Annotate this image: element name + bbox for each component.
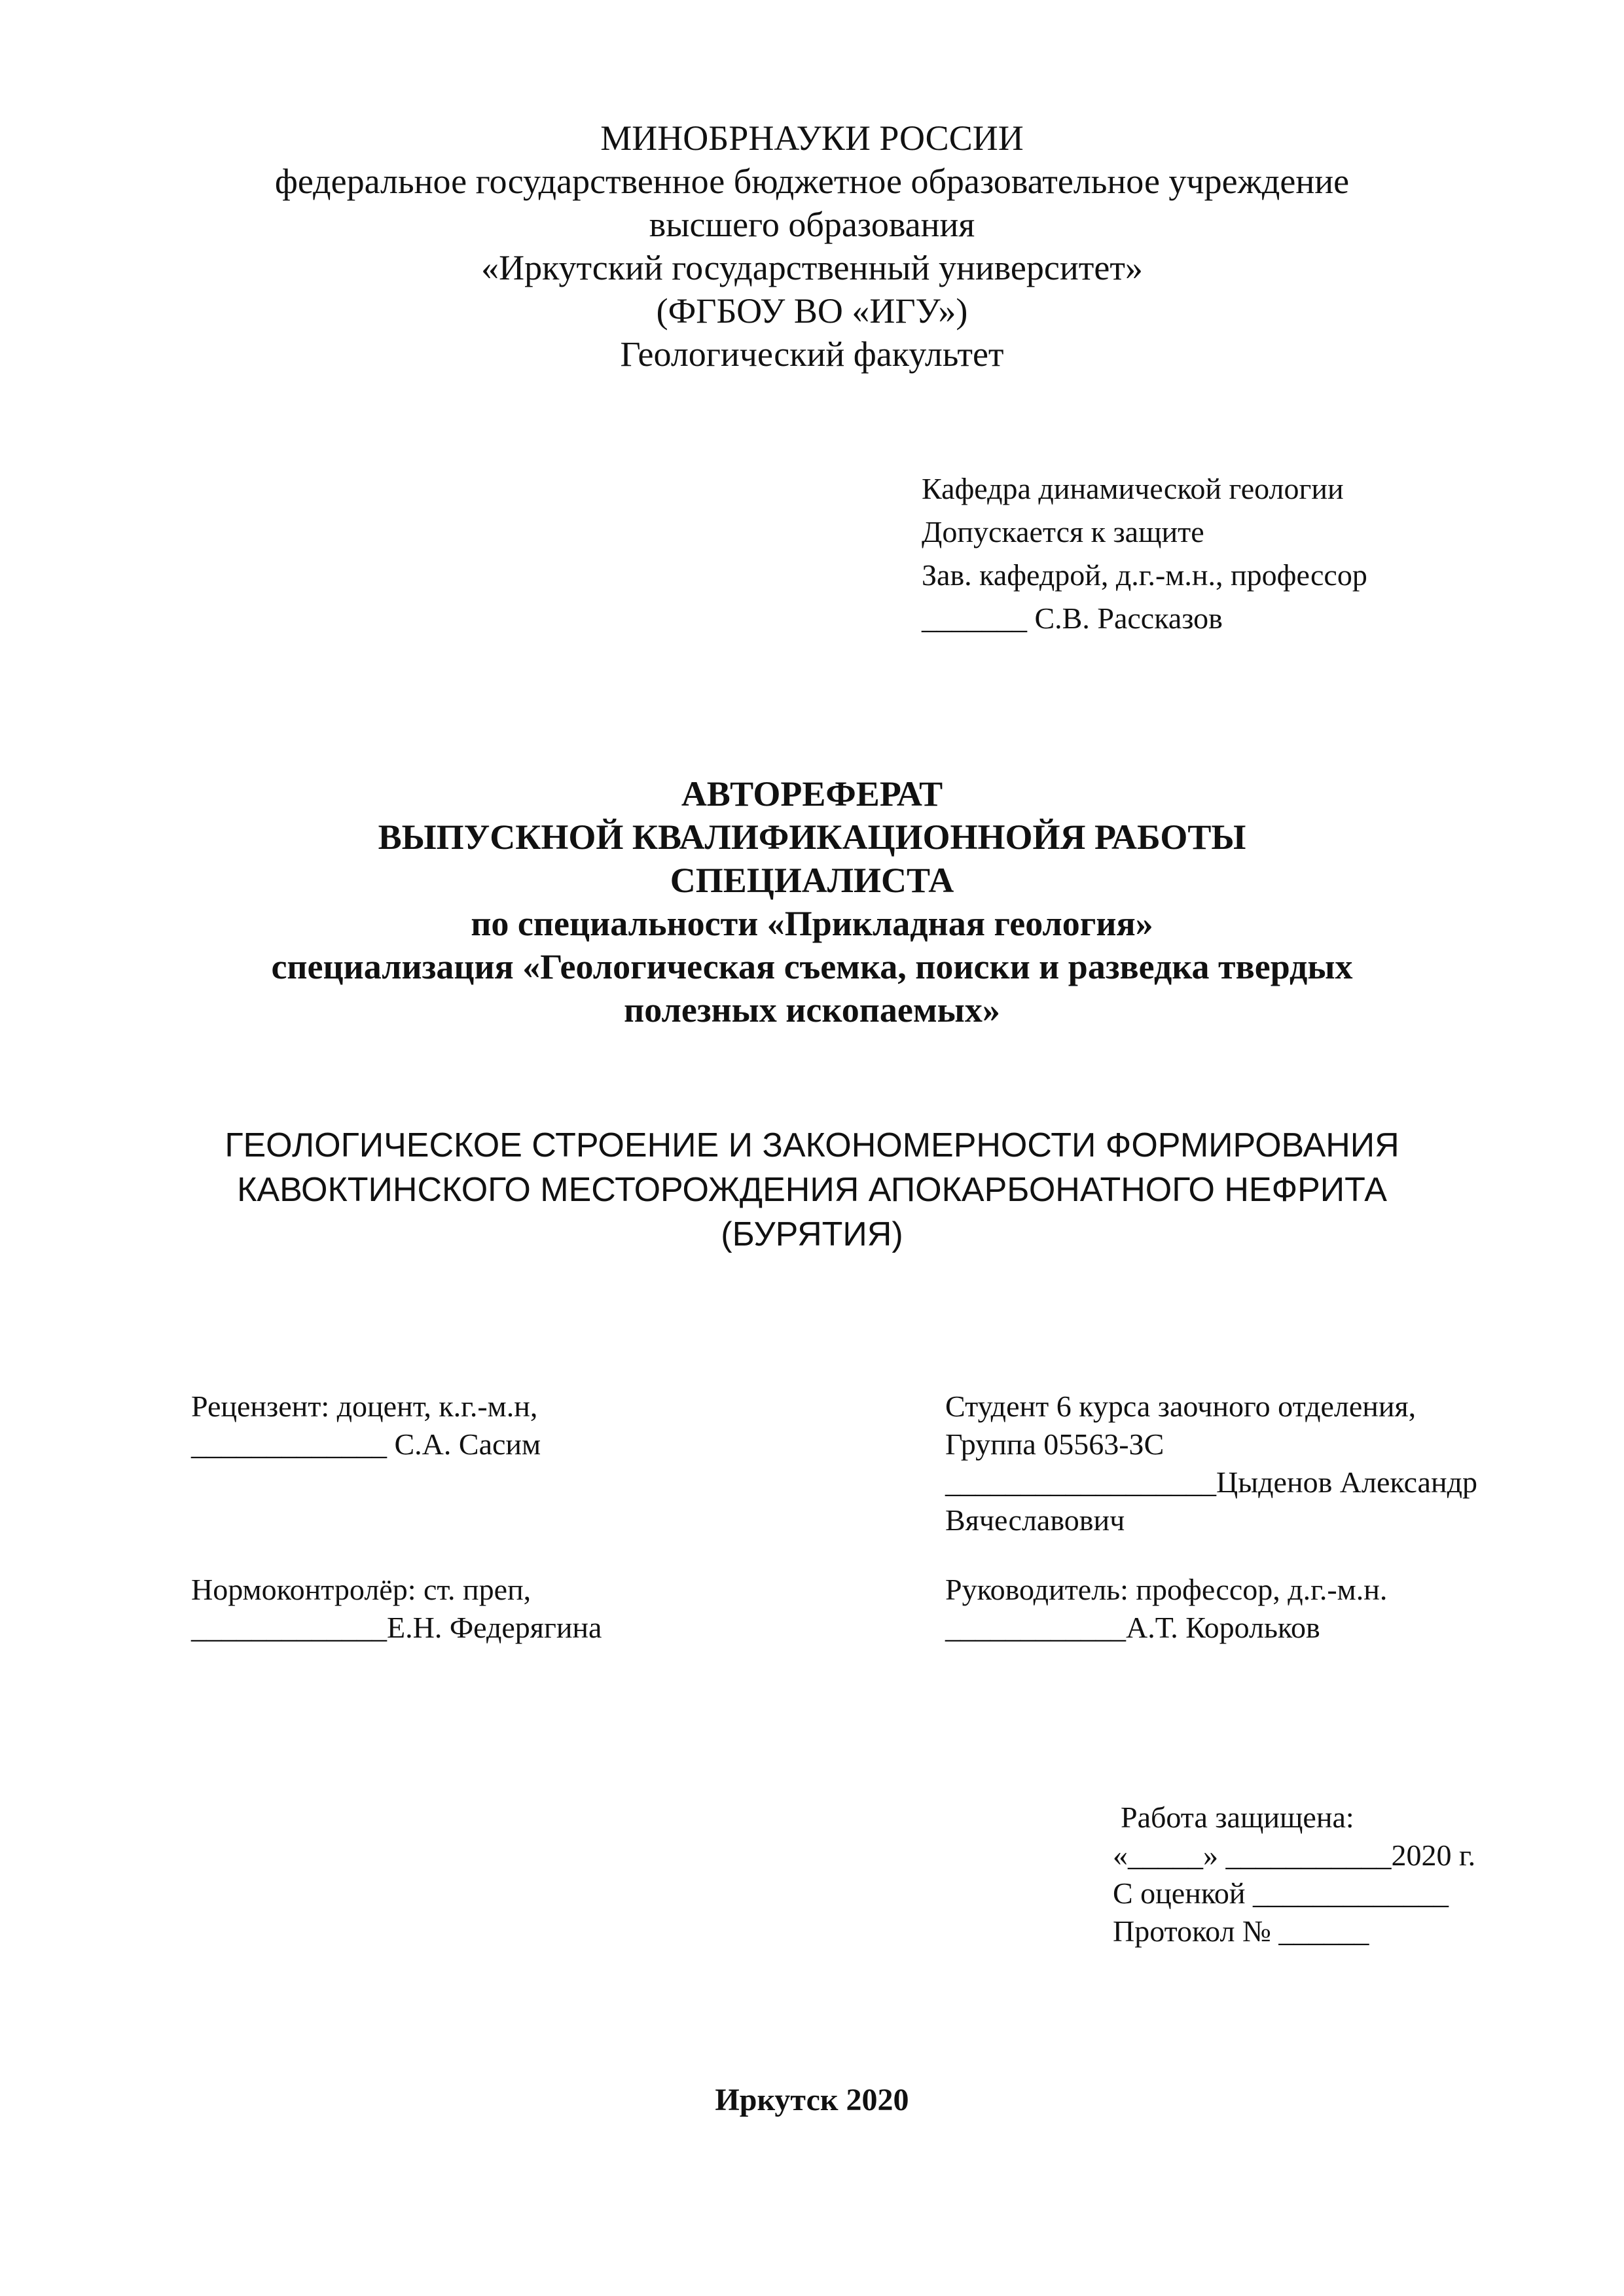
reviewer-signature: _____________ С.А. Сасим xyxy=(191,1427,541,1461)
department-head: Зав. кафедрой, д.г.-м.н., профессор xyxy=(922,558,1367,592)
city-year: Иркутск 2020 xyxy=(715,2083,909,2117)
student-patronymic: Вячеславович xyxy=(945,1503,1125,1537)
defense-grade: С оценкой _____________ xyxy=(1113,1876,1449,1910)
reviewer-role: Рецензент: доцент, к.г.-м.н, xyxy=(191,1390,538,1423)
norm-controller-role: Нормоконтролёр: ст. преп, xyxy=(191,1573,532,1606)
defense-date: «_____» ___________2020 г. xyxy=(1113,1839,1476,1872)
head-signature: _______ С.В. Рассказов xyxy=(922,601,1223,635)
student-course: Студент 6 курса заочного отделения, xyxy=(945,1390,1416,1423)
university-abbreviation: (ФГБОУ ВО «ИГУ») xyxy=(656,291,968,331)
department-name: Кафедра динамической геологии xyxy=(922,472,1344,505)
doc-type-line-6: полезных ископаемых» xyxy=(624,990,1000,1030)
faculty-name: Геологический факультет xyxy=(620,334,1004,374)
student-signature: __________________Цыденов Александр xyxy=(945,1465,1477,1499)
thesis-title-line-2: КАВОКТИНСКОГО МЕСТОРОЖДЕНИЯ АПОКАРБОНАТНОГО НЕФРИТА xyxy=(237,1171,1387,1209)
doc-type-line-3: СПЕЦИАЛИСТА xyxy=(670,861,954,900)
doc-type-line-2: ВЫПУСКНОЙ КВАЛИФИКАЦИОННОЙЯ РАБОТЫ xyxy=(378,817,1246,857)
ministry-title: МИНОБРНАУКИ РОССИИ xyxy=(600,118,1024,158)
university-name: «Иркутский государственный университет» xyxy=(481,248,1143,287)
thesis-title-line-1: ГЕОЛОГИЧЕСКОЕ СТРОЕНИЕ И ЗАКОНОМЕРНОСТИ ФОРМИРОВАНИЯ xyxy=(225,1126,1399,1164)
doc-type-line-1: АВТОРЕФЕРАТ xyxy=(681,774,943,814)
defense-status: Работа защищена: xyxy=(1121,1801,1354,1834)
admitted-to-defense: Допускается к защите xyxy=(922,515,1204,548)
doc-type-line-5: специализация «Геологическая съемка, поиски и разведка твердых xyxy=(271,947,1353,986)
student-group: Группа 05563-ЗС xyxy=(945,1427,1164,1461)
institution-type: федеральное государственное бюджетное образовательное учреждение xyxy=(274,162,1350,201)
thesis-title-line-3: (БУРЯТИЯ) xyxy=(721,1215,903,1253)
supervisor-role: Руководитель: профессор, д.г.-м.н. xyxy=(945,1573,1388,1606)
doc-type-line-4: по специальности «Прикладная геология» xyxy=(471,904,1153,943)
norm-controller-signature: _____________Е.Н. Федерягина xyxy=(191,1611,602,1644)
education-level: высшего образования xyxy=(649,205,975,244)
defense-protocol: Протокол № ______ xyxy=(1113,1914,1369,1948)
supervisor-signature: ____________А.Т. Корольков xyxy=(945,1611,1320,1644)
